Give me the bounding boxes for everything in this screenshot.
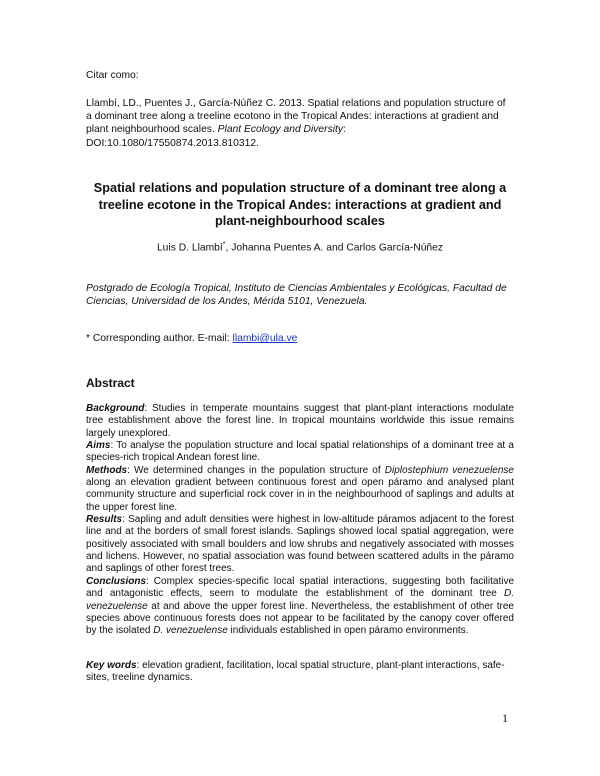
methods-label: Methods [86, 464, 128, 476]
abstract-background [86, 403, 514, 440]
citation-journal: Plant Ecology and Diversity [217, 124, 344, 136]
abstract-heading: Abstract [86, 376, 135, 390]
citation-label: Citar como: [86, 70, 139, 81]
keywords-text: : elevation gradient, facilitation, local spatial structure, plant-plant interactions, safe-sites, treeline dynamics. [86, 660, 505, 684]
keywords-label: Key words [86, 660, 137, 671]
citation-text: Llambí, LD., Puentes J., García-Núñez C. 2013. Spatial relations and population structure of a dominant tree along a treeline ecotono in the Tropical Andes: interactions at gradient and plant neighbourhood scales. [86, 98, 506, 136]
author-list [86, 241, 514, 253]
email-link[interactable]: llambi@ula.ve [232, 333, 298, 344]
abstract-results [86, 514, 514, 576]
corresponding-author [86, 332, 514, 345]
conclusions-label: Conclusions [86, 575, 147, 587]
results-text: : Sapling and adult densities were highest in low-altitude páramos adjacent to the forest line and at the borders of small forest islands. Saplings showed local spatial aggregation, were positively associated with small boulders and low shrubs and negatively associated with mosses and lichens. However, no spatial association was found between scattered adults in the páramo and saplings of other forest trees. [86, 514, 514, 575]
conclusions-species-1: D. venezuelense [86, 588, 514, 612]
affiliation: Postgrado de Ecología Tropical, Instituto de Ciencias Ambientales y Ecológicas, Facultad de Ciencias, Universidad de los Andes, Mérida 5101, Venezuela. [86, 283, 507, 308]
author-rest: , Johanna Puentes A. and Carlos García-Núñez [225, 242, 444, 254]
conclusions-text-1: : Complex species-specific local spatial interactions, suggesting both facilitative and antagonistic effects, seem to modulate the establishment of the dominant tree [86, 575, 514, 600]
methods-text-2: along an elevation gradient between continuous forest and open páramo and analysed plant community structure and superficial rock cover in in the neighbourhood of saplings and adults at the upper forest line. [86, 477, 514, 513]
abstract-aims [86, 440, 514, 465]
aims-label: Aims [86, 440, 111, 452]
background-label: Background [86, 403, 145, 414]
conclusions-text-2: at and above the upper forest line. Nevertheless, the establishment of other tree species above continuous forests does not appear to be facilitated by the canopy cover offered by the isolated [86, 600, 514, 637]
methods-species: Diplostephium venezuelense [384, 464, 514, 476]
corresponding-mark: * [222, 241, 226, 248]
keywords [86, 660, 514, 685]
results-label: Results [86, 514, 123, 526]
abstract-conclusions [86, 576, 514, 638]
methods-text-1: : We determined changes in the population structure of [127, 464, 385, 476]
aims-text: : To analyse the population structure and local spatial relationships of a dominant tree at a species-rich tropical Andean forest line. [86, 440, 514, 464]
citation-doi: : DOI:10.1080/17550874.2013.810312. [86, 124, 346, 149]
abstract-body [86, 403, 514, 638]
author-first: Luis D. Llambí [156, 242, 223, 254]
corresponding-label: * Corresponding author. E-mail: [86, 333, 233, 344]
background-text: : Studies in temperate mountains suggest that plant-plant interactions modulate tree establishment above the forest line. In tropical mountains worldwide this issue remains largely unexplored. [86, 403, 514, 439]
citation-reference [86, 97, 514, 150]
page-number: 1 [502, 711, 508, 725]
paper-title: Spatial relations and population structure of a dominant tree along a treeline ecotone in the Tropical Andes: interactions at gradient and plant-neighbourhood scales [93, 181, 507, 228]
abstract-methods [86, 465, 514, 514]
conclusions-species-2: D. venezuelense [153, 625, 228, 637]
conclusions-text-3: individuals established in open páramo environments. [227, 625, 469, 637]
